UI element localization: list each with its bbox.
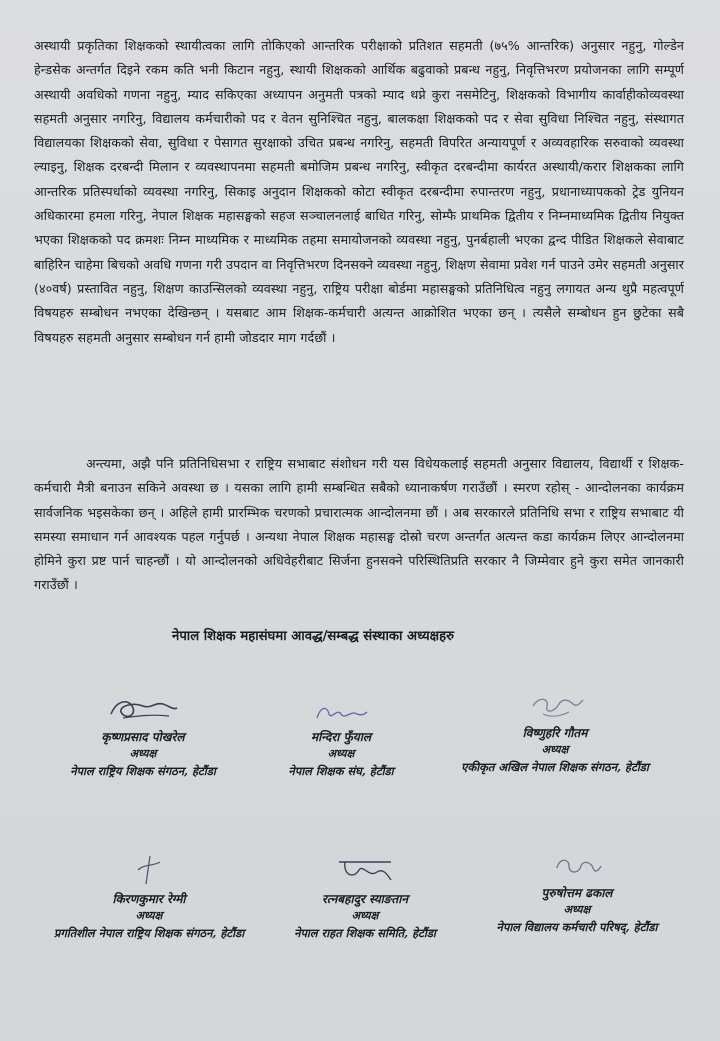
signatory-role: अध्यक्ष [135, 909, 163, 922]
signatory-1 [28, 690, 258, 780]
signatory-name: विष्णुहरि गौतम [522, 726, 588, 740]
signatory-name: किरणकुमार रेग्मी [112, 892, 186, 906]
handwritten-signature-icon [103, 690, 183, 726]
closing-paragraph: अन्त्यमा, अझै पनि प्रतिनिधिसभा र राष्ट्रिय सभाबाट संशोधन गरी यस विधेयकलाई सहमती अनुसार विद्यालय, विद्यार्थी र शिक्षक-कर्मचारी मैत्री बनाउन सकिने अवस्था छ । यसका लागि हामी सम्बन्धित सबैको ध्यानाकर्षण गराउँछौं । स्मरण रहोस् - आन्दोलनका कार्यक्रम सार्वजनिक भइसकेका छन् । अहिले हामी प्रारम्भिक चरणको प्रचारात्मक आन्दोलनमा छौं । अब सरकारले प्रतिनिधि सभा र राष्ट्रिय सभाबाट यी समस्या समाधान गर्न आवश्यक पहल गर्नुपर्छ । अन्यथा नेपाल शिक्षक महासङ्घ दोस्रो चरण अन्तर्गत अत्यन्त कडा कार्यक्रम लिएर आन्दोलनमा होमिने कुरा प्रष्ट पार्न चाहन्छौं । यो आन्दोलनको अधिवेहरीबाट सिर्जना हुनसक्ने परिस्थितिप्रति सरकार नै जिम्मेवार हुने कुरा समेत जानकारी गराउँछौं । [34, 456, 684, 593]
signatories-heading: नेपाल शिक्षक महासंघमा आवद्ध/सम्बद्ध संस्थाका अध्यक्षहरु [172, 629, 455, 644]
signatory-name: कृष्णप्रसाद पोखरेल [101, 730, 185, 744]
signatory-organization: प्रगतिशील नेपाल राष्ट्रिय शिक्षक संगठन, हेटौंडा [53, 926, 245, 940]
handwritten-signature-icon [549, 852, 605, 882]
handwritten-signature-icon [124, 852, 174, 888]
signatory-role: अध्यक्ष [351, 909, 379, 922]
handwritten-signature-icon [333, 852, 397, 888]
signatory-role: अध्यक्ष [563, 903, 591, 916]
signatory-organization: नेपाल राहत शिक्षक समिति, हेटौंडा [294, 926, 436, 940]
signatory-2 [226, 700, 456, 780]
signatory-5 [250, 852, 480, 942]
signatory-organization: नेपाल शिक्षक संघ, हेटौंडा [288, 764, 394, 778]
signatory-organization: नेपाल विद्यालय कर्मचारी परिषद्, हेटौंडा [496, 920, 658, 934]
signatory-name: पुरुषोत्तम ढकाल [541, 886, 613, 900]
signatory-name: मन्दिरा फुँयाल [310, 730, 371, 744]
handwritten-signature-icon [525, 692, 585, 722]
signatory-role: अध्यक्ष [541, 743, 569, 756]
signatory-3 [440, 692, 670, 776]
signatory-role: अध्यक्ष [129, 747, 157, 760]
handwritten-signature-icon [311, 700, 371, 726]
signatory-name: रत्नबहादुर स्याङतान [321, 892, 409, 906]
signatory-6 [462, 852, 692, 936]
signatory-organization: एकीकृत अखिल नेपाल शिक्षक संगठन, हेटौंडा [461, 760, 649, 774]
signatory-organization: नेपाल राष्ट्रिय शिक्षक संगठन, हेटौंडा [70, 764, 216, 778]
demands-paragraph: अस्थायी प्रकृतिका शिक्षकको स्थायीत्वका लागि तोकिएको आन्तरिक परीक्षाको प्रतिशत सहमती (७५% आन्तरिक) अनुसार नहुनु, गोल्डेन हेन्डसेक अन्तर्गत दिइने रकम कति भनी किटान नहुनु, स्थायी शिक्षकको आर्थिक बढुवाको प्रबन्ध नहुनु, निवृत्तिभरण प्रयोजनका लागि सम्पूर्ण अस्थायी अवधिको गणना नहुनु, म्याद सकिएका अध्यापन अनुमती पत्रको म्याद थप्ने कुरा नसमेटिनु, शिक्षकको विभागीय कार्वाहीकोव्यवस्था सहमती अनुसार नगरिनु, विद्यालय कर्मचारीको पद र वेतन सुनिश्चित नहुनु, बालकक्षा शिक्षककाे पद र सेवा सुविधा निश्चित नहुनु, संस्थागत विद्यालयका शिक्षकको सेवा, सुविधा र पेसागत सुरक्षाको उचित प्रबन्ध नगरिनु, सहमती विपरित अन्यायपूर्ण र अव्यवहारिक सरुवाको व्यवस्था ल्याइनु, शिक्षक दरबन्दी मिलान र व्यवस्थापनमा सहमती बमोजिम प्रबन्ध नगरिनु, स्वीकृत दरबन्दीमा कार्यरत अस्थायी/करार शिक्षकका लागि आन्तरिक प्रतिस्पर्धाको व्यवस्था नगरिनु, सिकाइ अनुदान शिक्षकको कोटा स्वीकृत दरबन्दीमा रुपान्तरण नहुनु, प्रधानाध्यापकको ट्रेड युनियन अधिकारमा हमला गरिनु, नेपाल शिक्षक महासङ्घको सहज सञ्चालनलाई बाधित गरिनु, साेम्फै प्राथमिक द्वितीय र निम्नमाध्यमिक द्वितीय नियुक्त भएका शिक्षकको पद क्रमशः निम्न माध्यमिक र माध्यमिक तहमा समायोजनको व्यवस्था नहुनु, पुनर्बहाली भएका द्वन्द पीडित शिक्षकले सेवाबाट बाहिरिन चाहेमा बिचको अवधि गणना गरी उपदान वा निवृत्तिभरण दिनसक्ने व्यवस्था नहुनु, शिक्षण सेवामा प्रवेश गर्न पाउने उमेर सहमती अनुसार (४०वर्ष) प्रस्तावित नहुनु, शिक्षण काउन्सिलको व्यवस्था नहुनु, राष्ट्रिय परीक्षा बोर्डमा महासङ्घको प्रतिनिधित्व नहुनु लगायत अन्य थुप्रै महत्वपूर्ण विषयहरु सम्बोधन नभएका देखिन्छन् । यसबाट आम शिक्षक-कर्मचारी अत्यन्त आक्रोशित भएका छन् । त्यसैले सम्बोधन हुन छुटेका सबै विषयहरु सहमती अनुसार सम्बोधन गर्न हामी जोडदार माग गर्दछौं । [34, 38, 684, 345]
signatory-4 [34, 852, 264, 942]
signatory-role: अध्यक्ष [327, 747, 355, 760]
